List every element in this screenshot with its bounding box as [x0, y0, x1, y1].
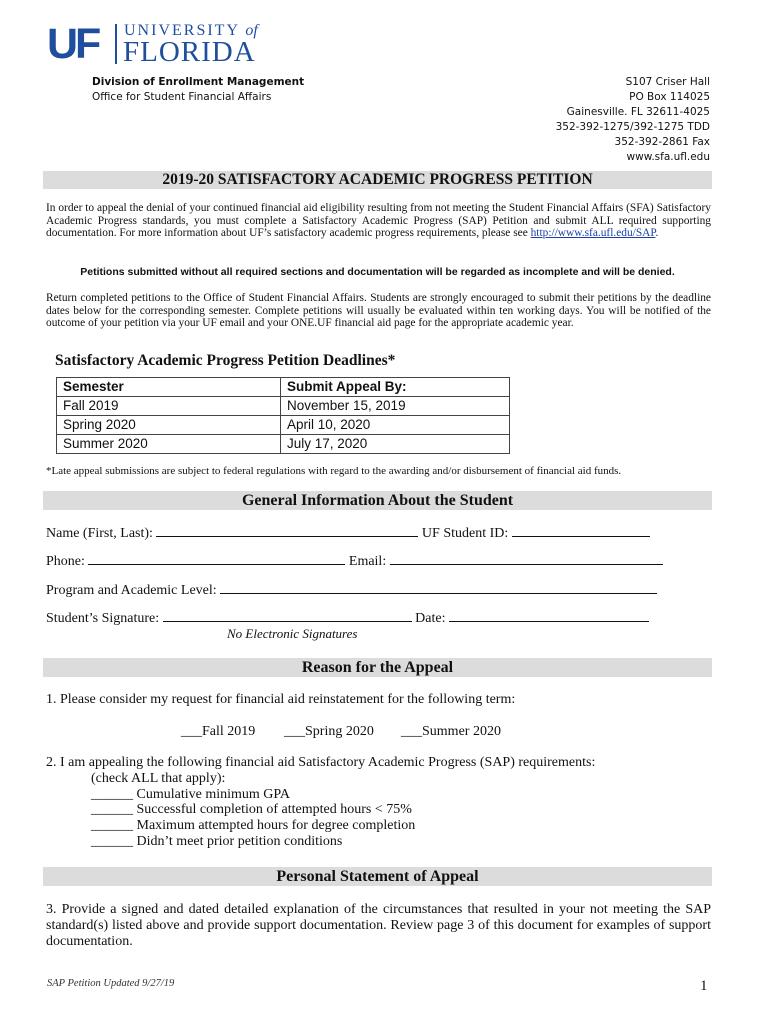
- address-line: www.sfa.ufl.edu: [626, 151, 710, 163]
- address-line: Gainesville. FL 32611-4025: [566, 106, 710, 118]
- term-summer[interactable]: ___Summer 2020: [401, 724, 501, 739]
- address-line: 352-392-2861 Fax: [614, 136, 710, 148]
- program-row: [46, 581, 657, 599]
- intro-end: .: [655, 227, 659, 240]
- page-number: 1: [700, 978, 708, 994]
- general-info-heading: General Information About the Student: [43, 491, 712, 510]
- option-completion[interactable]: ______ Successful completion of attempted hours < 75%: [91, 802, 412, 817]
- incomplete-warning: Petitions submitted without all required sections and documentation will be regarded as incomplete and will be denied.: [80, 266, 675, 278]
- logo-florida: FLORIDA: [123, 36, 256, 68]
- deadline-cell: July 17, 2020: [281, 435, 510, 454]
- sap-link[interactable]: http://www.sfa.ufl.edu/SAP: [530, 227, 656, 240]
- table-row: [57, 435, 510, 454]
- intro-text: In order to appeal the denial of your continued financial aid eligibility resulting from not meeting the Student Financial Affairs (SFA) Satisfactory Academic Progress standards, you must complete a Satisfactory Academic Progress (SAP) Petition and submit ALL required supporting documentation. For more information about UF’s satisfactory academic progress requirements, please see: [46, 202, 711, 240]
- term-spring[interactable]: ___Spring 2020: [284, 724, 374, 739]
- date-field[interactable]: [449, 609, 649, 622]
- name-field[interactable]: [156, 524, 418, 537]
- column-header-semester: Semester: [57, 378, 281, 397]
- student-id-field[interactable]: [512, 524, 650, 537]
- deadlines-table: [56, 377, 510, 454]
- phone-field[interactable]: [88, 552, 345, 565]
- email-label: Email:: [348, 554, 387, 569]
- semester-cell: Summer 2020: [57, 435, 281, 454]
- option-gpa[interactable]: ______ Cumulative minimum GPA: [91, 787, 290, 802]
- deadline-cell: November 15, 2019: [281, 397, 510, 416]
- signature-field[interactable]: [163, 609, 412, 622]
- logo-divider: [115, 24, 117, 64]
- table-row: [57, 416, 510, 435]
- office-name: Office for Student Financial Affairs: [92, 91, 272, 103]
- page-title: 2019-20 SATISFACTORY ACADEMIC PROGRESS PETITION: [43, 171, 712, 189]
- address-line: PO Box 114025: [629, 91, 710, 103]
- address-line: S107 Criser Hall: [625, 76, 710, 88]
- return-paragraph: Return completed petitions to the Office of Student Financial Affairs. Students are strongly encouraged to submit their petitions by the deadline dates below for the corresponding semester. Complete petitions will usually be evaluated within ten working days. You will be notified of the outcome of your petition via your UF email and your ONE.UF financial aid page for the appropriate academic year.: [46, 292, 711, 330]
- name-label: Name (First, Last):: [46, 526, 153, 541]
- semester-cell: Spring 2020: [57, 416, 281, 435]
- student-id-label: UF Student ID:: [421, 526, 509, 541]
- division-name: Division of Enrollment Management: [92, 76, 305, 88]
- column-header-deadline: Submit Appeal By:: [281, 378, 510, 397]
- table-row: [57, 397, 510, 416]
- deadlines-heading: Satisfactory Academic Progress Petition Deadlines*: [55, 352, 396, 369]
- reason-q2: 2. I am appealing the following financial aid Satisfactory Academic Progress (SAP) requirements:: [46, 755, 596, 770]
- no-esignature-note: No Electronic Signatures: [227, 626, 358, 641]
- table-header-row: [57, 378, 510, 397]
- uf-logo: [47, 20, 277, 70]
- deadline-cell: April 10, 2020: [281, 416, 510, 435]
- reason-q1: 1. Please consider my request for financial aid reinstatement for the following term:: [46, 692, 516, 707]
- contact-row: [46, 552, 663, 570]
- signature-label: Student’s Signature:: [46, 611, 160, 626]
- phone-label: Phone:: [46, 554, 85, 569]
- semester-cell: Fall 2019: [57, 397, 281, 416]
- logo-university-text: UNIVERSITY: [124, 22, 240, 39]
- email-field[interactable]: [390, 552, 663, 565]
- reason-heading: Reason for the Appeal: [43, 658, 712, 677]
- personal-q3: 3. Provide a signed and dated detailed explanation of the circumstances that resulted in your not meeting the SAP standard(s) listed above and provide support documentation. Review page 3 of this document for examples of support documentation.: [46, 902, 711, 949]
- address-line: 352-392-1275/392-1275 TDD: [555, 121, 710, 133]
- signature-row: [46, 609, 649, 627]
- footer-updated: SAP Petition Updated 9/27/19: [47, 978, 175, 989]
- program-label: Program and Academic Level:: [46, 583, 217, 598]
- header-left: [92, 75, 304, 105]
- reason-q2-sub: (check ALL that apply):: [91, 771, 226, 786]
- intro-paragraph: [46, 202, 711, 240]
- program-field[interactable]: [220, 581, 657, 594]
- personal-statement-heading: Personal Statement of Appeal: [43, 867, 712, 886]
- name-row: [46, 524, 650, 542]
- logo-uf: UF: [47, 20, 99, 68]
- logo-of: of: [245, 22, 258, 39]
- header-address: [556, 75, 710, 165]
- late-appeal-note: *Late appeal submissions are subject to federal regulations with regard to the awarding and/or disbursement of financial aid funds.: [46, 465, 622, 477]
- date-label: Date:: [415, 611, 446, 626]
- option-max-hours[interactable]: ______ Maximum attempted hours for degree completion: [91, 818, 416, 833]
- option-prior-conditions[interactable]: ______ Didn’t meet prior petition conditions: [91, 834, 343, 849]
- term-fall[interactable]: ___Fall 2019: [181, 724, 256, 739]
